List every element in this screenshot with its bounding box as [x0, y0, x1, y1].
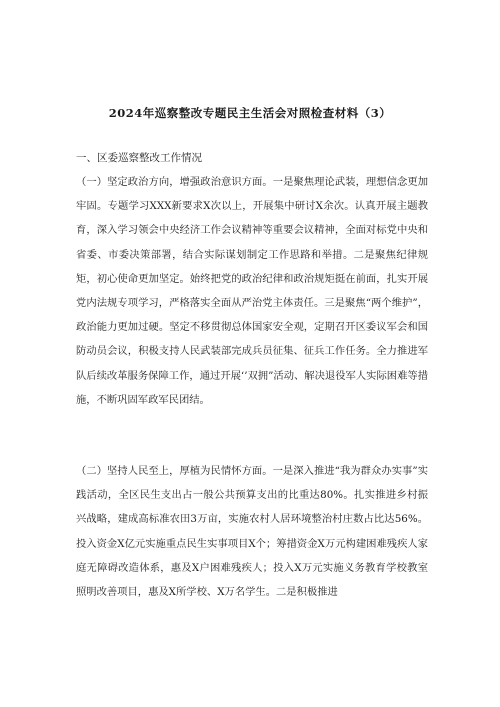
paragraph-1: （一）坚定政治方向，增强政治意识方面。一是聚焦理论武装，理想信念更加牢固。专题学习XXX新要求X次以上，开展集中研讨X余次。认真开展主题教育，深入学习领会中央经济工作会议精神等重要会议精神，全面对标党中央和省委、市委决策部署，结合实际谋划制定工作思路和举措。二是聚焦纪律规矩，初心使命更加坚定。始终把党的政治纪律和政治规矩挺在前面，扎实开展党内法规专项学习，严格落实全面从严治党主体责任。三是聚焦“两个维护”，政治能力更加过硬。坚定不移贯彻总体国家安全观，定期召开区委议军会和国防动员会议，积极支持人民武装部完成兵员征集、征兵工作任务。全力推进军队后续改革服务保障工作，通过开展‘’双拥”活动、解决退役军人实际困难等措施，不断巩固军政军民团结。 [76, 176, 428, 406]
paragraph-2: （二）坚持人民至上，厚植为民情怀方面。一是深入推进“我为群众办实事”实践活动，全区民生支出占一般公共预算支出的比重达80%。扎实推进乡村振兴战略，建成高标准农田3万亩，实施农村人居环境整治村庄数占比达56%。投入资金X亿元实施重点民生实事项目X个；筹措资金X万元构建困难残疾人家庭无障碍改造体系，惠及X户困难残疾人；投入X万元实施义务教育学校教室照明改善项目，惠及X所学校、X万名学生。二是积极推进 [76, 465, 428, 599]
document-title: 2024年巡察整改专题民主生活会对照检查材料（3） [108, 106, 392, 120]
section-heading: 一、区委巡察整改工作情况 [76, 152, 202, 164]
